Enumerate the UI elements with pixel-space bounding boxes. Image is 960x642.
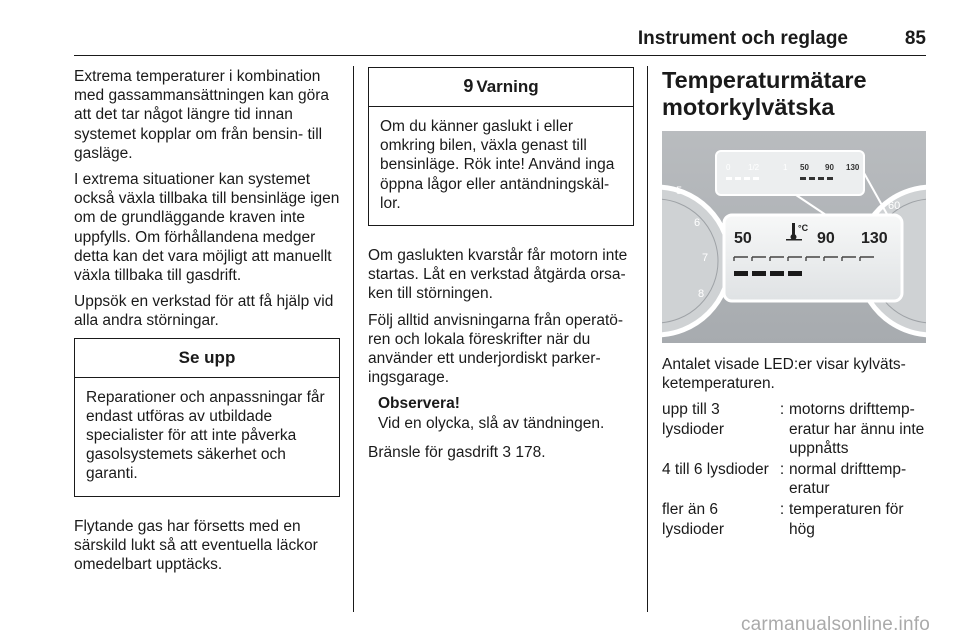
zoom-label: 50 — [734, 230, 752, 247]
column-left — [74, 67, 340, 581]
led-count: 4 till 6 lysdioder — [662, 461, 769, 479]
note-box — [378, 394, 634, 432]
dial-number: 60 — [888, 200, 901, 212]
svg-text:50: 50 — [800, 163, 809, 172]
figure-caption: Antalet visade LED:er visar kylväts-ketemperaturen. — [662, 356, 906, 393]
svg-text:1/2: 1/2 — [748, 163, 760, 172]
table-row — [662, 400, 926, 460]
section-title: Instrument och reglage — [637, 28, 848, 49]
zoom-label: 130 — [861, 230, 888, 247]
svg-text:0: 0 — [726, 163, 731, 172]
table-row — [662, 460, 926, 500]
section-heading: Temperaturmätare motorkylvätska — [662, 67, 867, 120]
separator: : — [779, 401, 785, 419]
coolant-temperature-gauge-figure — [662, 131, 926, 343]
led-count: fler än 6 lysdioder — [662, 501, 725, 538]
svg-text:°C: °C — [798, 223, 809, 233]
paragraph: Extrema temperaturer i kombination med gassammansättningen kan göra att det tar något längre tid innan systemet kopplar om från bensin- till gasläge. — [74, 68, 330, 162]
temperature-meaning: temperaturen för hög — [789, 501, 904, 538]
page-ref-icon: 3 — [502, 443, 512, 461]
paragraph: Uppsök en verkstad för att få hjälp vid alla andra störningar. — [74, 293, 334, 330]
column-middle — [368, 67, 634, 469]
zoomed-display — [724, 215, 902, 301]
dial-number: 6 — [694, 217, 701, 229]
column-right — [662, 67, 926, 541]
temperature-meaning: motorns drifttemp-eratur har ännu inte uppnåtts — [789, 401, 925, 457]
separator: : — [779, 461, 785, 479]
caution-title: Se upp — [75, 339, 339, 378]
page-number: 85 — [904, 28, 926, 49]
table-row — [662, 500, 926, 540]
svg-text:130: 130 — [846, 163, 860, 172]
note-text: Vid en olycka, slå av tändningen. — [378, 414, 605, 432]
warning-text: Om du känner gaslukt i eller omkring bilen, växla genast till bensinläge. Rök inte! Använd inga öppna lågor eller antändningskäl-lor. — [380, 118, 615, 212]
led-count: upp till 3 lysdioder — [662, 401, 725, 438]
dial-number: 7 — [702, 252, 709, 264]
column-divider — [353, 66, 354, 612]
watermark: carmanualsonline.info — [740, 614, 930, 635]
dial-number: 5 — [676, 185, 683, 197]
column-divider — [647, 66, 648, 612]
svg-text:1: 1 — [783, 163, 788, 172]
warning-header — [369, 68, 633, 107]
warning-icon: 9 — [463, 76, 474, 97]
page-header — [74, 22, 926, 56]
zoom-label: 90 — [817, 230, 835, 247]
dial-number: 8 — [698, 288, 705, 300]
caution-box — [74, 338, 340, 497]
page-ref: 178. — [515, 443, 546, 461]
paragraph: Följ alltid anvisningarna från operatö-ren och lokala föreskrifter när du använder ett underjordiskt parker-ingsgarage. — [368, 311, 624, 387]
svg-text:90: 90 — [825, 163, 834, 172]
led-legend-table — [662, 400, 926, 540]
paragraph: I extrema situationer kan systemet också växla tillbaka till bensinläge igen om de grundläggande kraven inte uppfylls. Om förhållandena medger detta kan det vara möjligt att manuellt växla tillbaka till gasdrift. — [74, 171, 340, 285]
small-display — [716, 151, 864, 195]
temperature-meaning: normal drifttemp-eratur — [789, 461, 907, 498]
warning-title: Varning — [476, 77, 539, 97]
paragraph: Om gaslukten kvarstår får motorn inte startas. Låt en verkstad åtgärda orsa-ken till störningen. — [368, 247, 628, 303]
caution-text: Reparationer och anpassningar får endast utföras av utbildade specialister för att inte påverka gasolsystemets säkerhet och garanti. — [86, 388, 325, 483]
cross-reference: Bränsle för gasdrift 3 178. — [368, 443, 546, 461]
warning-box — [368, 67, 634, 226]
note-title: Observera! — [378, 395, 460, 413]
separator: : — [779, 501, 785, 519]
paragraph: Flytande gas har försetts med en särskild lukt så att eventuella läckor omedelbart upptäcks. — [74, 517, 318, 574]
